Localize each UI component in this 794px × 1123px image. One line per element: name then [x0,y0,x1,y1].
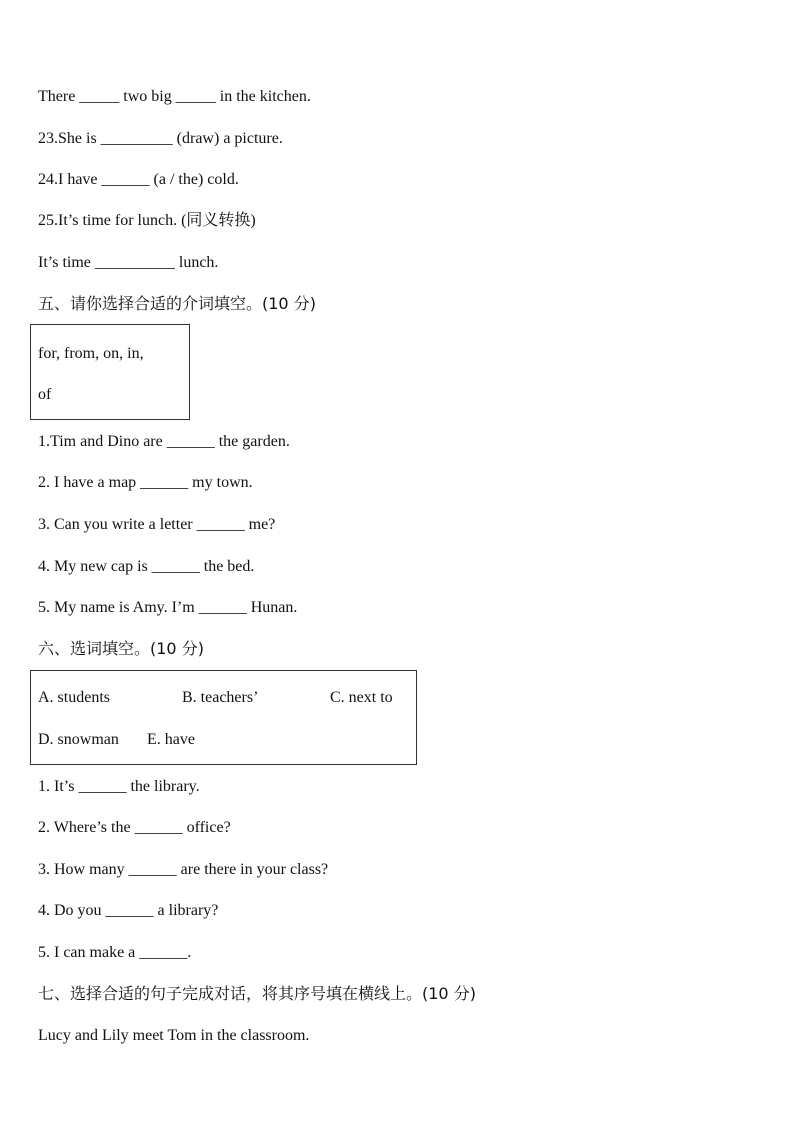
section-5-title: 五、请你选择合适的介词填空。(10 分) [38,294,316,313]
option-c: C. next to [330,689,393,706]
s5-question-5: 5. My name is Amy. I’m ______ Hunan. [38,599,298,616]
s5-question-4: 4. My new cap is ______ the bed. [38,558,255,575]
option-a: A. students [38,689,110,706]
s6-question-3: 3. How many ______ are there in your class? [38,861,329,878]
sentence-there-two-big: There _____ two big _____ in the kitchen. [38,88,311,105]
s6-question-2: 2. Where’s the ______ office? [38,819,231,836]
word-bank-row-2: of [38,386,52,403]
question-25-rewrite: It’s time __________ lunch. [38,254,219,271]
word-bank-box [30,324,190,420]
option-b: B. teachers’ [182,689,259,706]
s6-question-1: 1. It’s ______ the library. [38,778,200,795]
options-box [30,670,417,765]
s6-question-5: 5. I can make a ______. [38,944,192,961]
section-6-title: 六、选词填空。(10 分) [38,639,204,658]
question-25: 25.It’s time for lunch. (同义转换) [38,212,256,229]
option-e: E. have [147,731,195,748]
word-bank-row-1: for, from, on, in, [38,345,144,362]
s5-question-2: 2. I have a map ______ my town. [38,474,253,491]
question-23: 23.She is _________ (draw) a picture. [38,130,283,147]
s6-question-4: 4. Do you ______ a library? [38,902,219,919]
s5-question-1: 1.Tim and Dino are ______ the garden. [38,433,290,450]
question-24: 24.I have ______ (a / the) cold. [38,171,239,188]
section-7-intro: Lucy and Lily meet Tom in the classroom. [38,1027,310,1044]
s5-question-3: 3. Can you write a letter ______ me? [38,516,276,533]
section-7-title: 七、选择合适的句子完成对话，将其序号填在横线上。(10 分) [38,984,476,1003]
option-d: D. snowman [38,731,119,748]
